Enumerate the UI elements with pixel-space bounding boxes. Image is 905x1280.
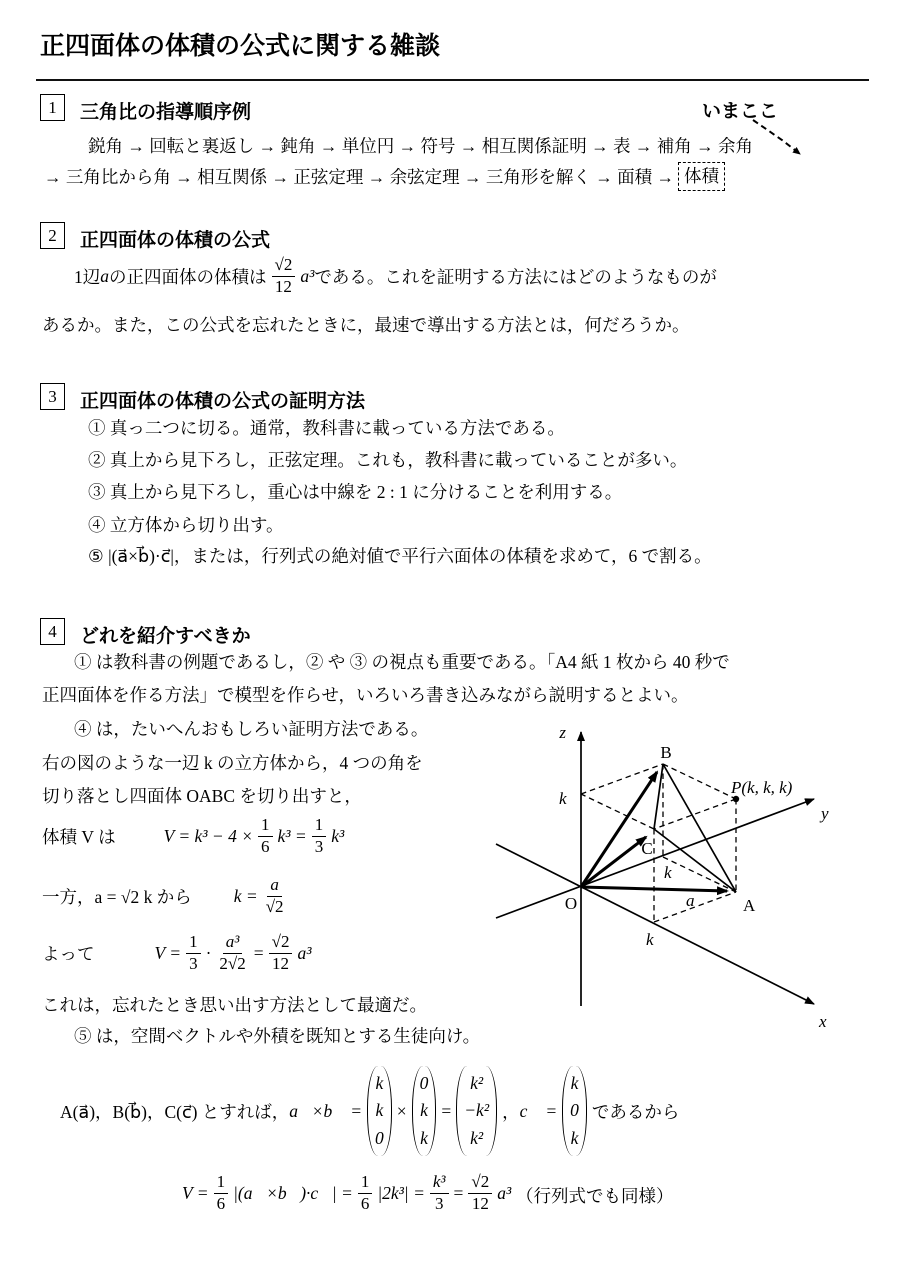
section4-heading: どれを紹介すべきか bbox=[80, 626, 251, 647]
section2-line2: あるか。また，この公式を忘れたときに，最速で導出する方法とは，何だろうか。 bbox=[42, 315, 690, 335]
vector-entry: k bbox=[420, 1100, 428, 1121]
vector-OA bbox=[581, 887, 727, 891]
math-var: a³ bbox=[300, 265, 315, 286]
section2-number-box bbox=[40, 222, 65, 249]
point-O-label: O bbox=[564, 894, 578, 913]
formula-segment: |(a⃗×b⃗)·c⃗| = bbox=[233, 1182, 353, 1203]
fraction-numerator: √2 bbox=[269, 932, 293, 953]
fraction bbox=[312, 815, 327, 856]
text-run: ， bbox=[502, 1101, 520, 1122]
text-run: A(a⃗)，B(b⃗)，C(c⃗) とすれば， bbox=[60, 1101, 290, 1122]
current-topic-box: 体積 bbox=[678, 162, 725, 191]
z-axis-label: z bbox=[559, 723, 566, 742]
column-vector bbox=[367, 1066, 392, 1155]
paragraph-line: 正四面体を作る方法」で模型を作らせ，いろいろ書き込みながら説明するとよい。 bbox=[42, 685, 689, 705]
paragraph-line: これは，忘れたとき思い出す方法として最適だ。 bbox=[42, 995, 427, 1015]
section3-number: 3 bbox=[48, 386, 57, 406]
formula-segment: V = k³ − 4 × bbox=[163, 825, 254, 846]
fraction bbox=[430, 1172, 449, 1213]
fraction bbox=[358, 1172, 373, 1213]
column-vector bbox=[412, 1066, 437, 1155]
vector-OC bbox=[581, 837, 646, 887]
fraction-numerator: √2 bbox=[468, 1172, 492, 1193]
fraction-denominator: 6 bbox=[261, 836, 270, 856]
formula-segment: a³ bbox=[497, 1182, 512, 1203]
proof-method-item: ② 真上から見下ろし，正弦定理。これも，教科書に載っていることが多い。 bbox=[88, 450, 688, 470]
paragraph-line: 右の図のような一辺 k の立方体から，4 つの角を bbox=[42, 753, 423, 773]
section2-number: 2 bbox=[48, 225, 57, 245]
fraction bbox=[186, 932, 201, 973]
formula-segment: c⃗ = bbox=[519, 1100, 558, 1121]
formula-segment: · bbox=[205, 942, 212, 963]
text-run: 1辺 bbox=[74, 266, 101, 287]
paragraph-line: ① は教科書の例題であるし，② や ③ の視点も重要である。「A4 紙 1 枚から 40 秒で bbox=[74, 652, 730, 672]
point-P-label: P(k, k, k) bbox=[731, 778, 793, 797]
fraction-numerator: 1 bbox=[186, 932, 201, 953]
edge-k-label-bottom: k bbox=[646, 930, 654, 949]
volume-formula-line bbox=[42, 813, 344, 859]
fraction-numerator: a bbox=[267, 875, 282, 896]
paragraph-line: 切り落とし四面体 OABC を切り出すと， bbox=[42, 786, 362, 806]
formula-label: 一方，a = √2 k から bbox=[42, 886, 192, 907]
fraction-denominator: 12 bbox=[274, 276, 292, 296]
formula-label: よって bbox=[42, 943, 95, 964]
formula-segment: a³ bbox=[297, 942, 312, 963]
vector-entry: k bbox=[375, 1100, 384, 1121]
final-formula-line bbox=[182, 1168, 511, 1218]
fraction-denominator: 6 bbox=[360, 1193, 370, 1213]
point-B-label: B bbox=[660, 743, 672, 762]
vector-entry: k bbox=[570, 1127, 579, 1148]
cube-edge-dashed bbox=[581, 794, 654, 829]
vector-entry: 0 bbox=[375, 1127, 384, 1148]
edge-a-label: a bbox=[686, 891, 695, 910]
operator: = bbox=[453, 1182, 464, 1203]
text-run: であるから bbox=[591, 1101, 680, 1122]
fraction bbox=[263, 875, 287, 916]
cube-edge-dashed bbox=[654, 799, 736, 829]
fraction-numerator: 1 bbox=[358, 1172, 373, 1193]
formula-label: 体積 V は bbox=[42, 826, 116, 847]
fraction bbox=[272, 255, 296, 296]
page-title: 正四面体の体積の公式に関する雑談 bbox=[40, 32, 441, 60]
vector-entry: k bbox=[375, 1073, 384, 1094]
x-axis bbox=[496, 844, 814, 1004]
flow-line-1: 鋭角 → 回転と裏返し → 鈍角 → 単位円 → 符号 → 相互関係証明 → 表 → 補角 → 余角 bbox=[88, 136, 753, 156]
vector-entry: −k² bbox=[464, 1100, 490, 1121]
now-here-label: いまここ bbox=[702, 101, 779, 122]
fraction bbox=[269, 932, 293, 973]
now-here-dashed-arrow bbox=[742, 113, 817, 165]
flow-line-2 bbox=[44, 162, 725, 191]
fraction-denominator: 12 bbox=[471, 1193, 489, 1213]
vector-entry: 0 bbox=[570, 1100, 579, 1121]
paragraph-line: ⑤ は，空間ベクトルや外積を既知とする生徒向け。 bbox=[74, 1026, 481, 1046]
vector-entry: k bbox=[570, 1073, 579, 1094]
paragraph-line: ④ は，たいへんおもしろい証明方法である。 bbox=[74, 719, 429, 739]
column-vector bbox=[562, 1066, 587, 1155]
section1-heading: 三角比の指導順序例 bbox=[80, 102, 252, 123]
determinant-note: （行列式でも同様） bbox=[516, 1186, 674, 1206]
vector-entry: 0 bbox=[419, 1073, 429, 1094]
fraction-numerator: k³ bbox=[430, 1172, 449, 1193]
math-var: a bbox=[100, 265, 109, 286]
edge-k-label-left: k bbox=[559, 789, 567, 808]
proof-method-item: ③ 真上から見下ろし，重心は中線を 2 : 1 に分けることを利用する。 bbox=[88, 482, 623, 502]
point-A-label: A bbox=[743, 896, 756, 915]
conclusion-formula-line bbox=[42, 927, 311, 979]
edge-k-label-mid: k bbox=[664, 863, 672, 882]
formula-segment: a⃗×b⃗ = bbox=[289, 1100, 362, 1121]
y-axis-label: y bbox=[821, 804, 829, 823]
fraction-denominator: 3 bbox=[434, 1193, 444, 1213]
formula-segment: k³ = bbox=[277, 825, 307, 846]
text-run: の正四面体の体積は bbox=[109, 266, 267, 287]
formula-segment: k = bbox=[233, 885, 258, 906]
text-run: である。これを証明する方法にはどのようなものが bbox=[314, 266, 717, 287]
cross-product-line bbox=[60, 1058, 679, 1164]
formula-segment: = bbox=[253, 942, 264, 963]
section3-heading: 正四面体の体積の公式の証明方法 bbox=[80, 391, 366, 412]
fraction bbox=[216, 932, 248, 973]
fraction-numerator: √2 bbox=[272, 255, 296, 276]
fraction-denominator: 3 bbox=[189, 953, 198, 973]
proof-method-item: ④ 立方体から切り出す。 bbox=[88, 515, 284, 535]
fraction-denominator: √2 bbox=[265, 896, 284, 916]
tetra-edge-BA bbox=[663, 764, 736, 892]
section2-heading: 正四面体の体積の公式 bbox=[80, 230, 271, 251]
fraction-denominator: 2√2 bbox=[219, 953, 246, 973]
fraction-denominator: 12 bbox=[272, 953, 290, 973]
column-vector bbox=[456, 1066, 497, 1155]
fraction-denominator: 3 bbox=[314, 836, 324, 856]
formula-segment: |2k³| = bbox=[377, 1182, 425, 1203]
fraction-denominator: 6 bbox=[216, 1193, 226, 1213]
formula-segment: V = bbox=[182, 1182, 209, 1203]
x-axis-label: x bbox=[819, 1012, 827, 1031]
tetra-edge-CA bbox=[654, 829, 736, 892]
fraction bbox=[214, 1172, 229, 1213]
proof-method-item: ⑤ |(a⃗×b⃗)·c⃗|，または，行列式の絶対値で平行六面体の体積を求めて，6 で割る。 bbox=[88, 546, 712, 566]
operator: = bbox=[441, 1100, 452, 1121]
fraction bbox=[258, 815, 273, 856]
fraction-numerator: 1 bbox=[312, 815, 327, 836]
point-C-label: C bbox=[641, 839, 653, 858]
section4-number-box bbox=[40, 618, 65, 645]
k-formula-line bbox=[42, 871, 292, 921]
cube-tetrahedron-figure bbox=[478, 712, 890, 1044]
fraction-numerator: 1 bbox=[214, 1172, 229, 1193]
horizontal-rule bbox=[36, 79, 869, 81]
flow-line-2-text: → 三角比から角 → 相互関係 → 正弦定理 → 余弦定理 → 三角形を解く → 面積 → bbox=[44, 167, 674, 187]
fraction-numerator: 1 bbox=[258, 815, 273, 836]
operator: × bbox=[396, 1100, 407, 1121]
formula-segment: V = bbox=[154, 942, 182, 963]
vector-entry: k² bbox=[470, 1127, 484, 1148]
section1-number-box bbox=[40, 94, 65, 121]
section1-number: 1 bbox=[48, 97, 57, 117]
section4-number: 4 bbox=[48, 621, 57, 641]
section2-line1 bbox=[74, 252, 717, 300]
fraction-numerator: a³ bbox=[223, 932, 243, 953]
fraction bbox=[468, 1172, 492, 1213]
vector-entry: k bbox=[420, 1127, 428, 1148]
proof-method-item: ① 真っ二つに切る。通常，教科書に載っている方法である。 bbox=[88, 418, 565, 438]
dashed-arrow-line bbox=[753, 120, 800, 154]
formula-segment: k³ bbox=[331, 825, 345, 846]
section3-number-box bbox=[40, 383, 65, 410]
cube-edge-dashed bbox=[654, 892, 736, 922]
vector-entry: k² bbox=[470, 1073, 484, 1094]
